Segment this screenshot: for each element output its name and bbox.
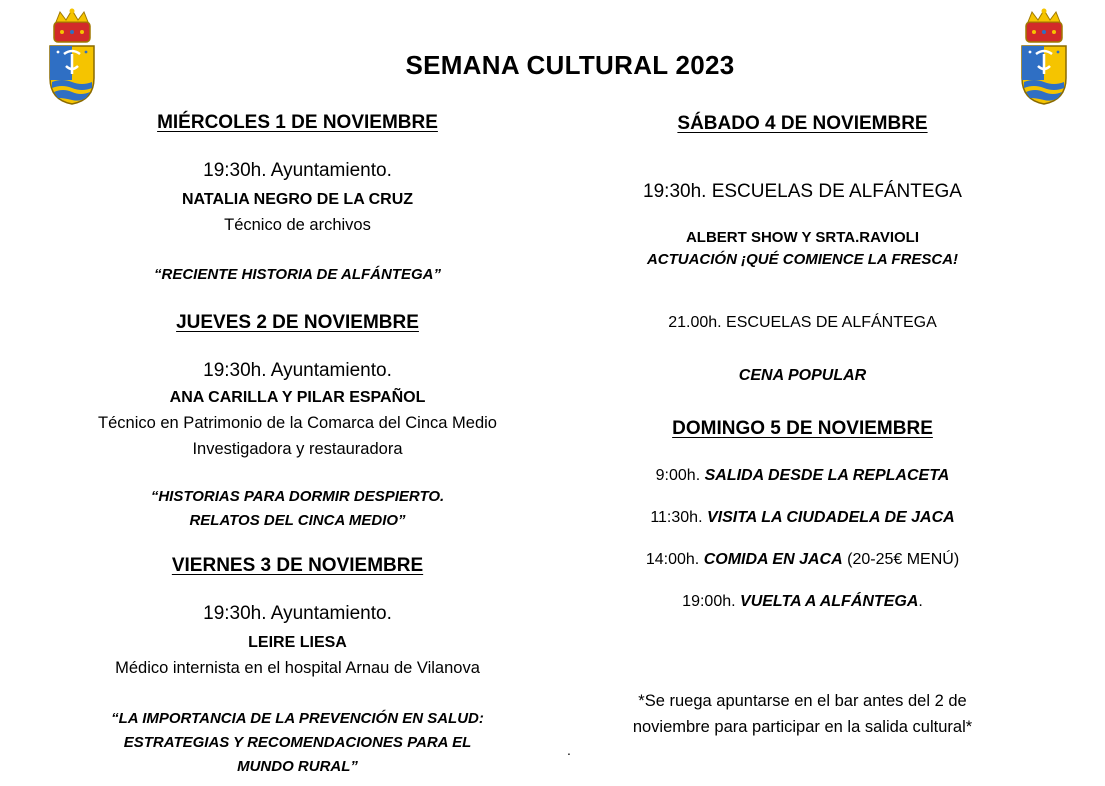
speaker-role: Médico internista en el hospital Arnau de Vilanova: [115, 659, 480, 677]
signup-note: noviembre para participar en la salida cultural*: [632, 718, 973, 736]
performer-name: ALBERT SHOW Y SRTA.RAVIOLI: [685, 229, 920, 246]
event-time: 19:30h. Ayuntamiento.: [203, 360, 392, 381]
speaker-role: Técnico de archivos: [224, 216, 371, 234]
speaker-name: NATALIA NEGRO DE LA CRUZ: [181, 191, 414, 208]
dinner-label: CENA POPULAR: [738, 367, 867, 384]
schedule-time: 11:30h.: [650, 509, 703, 526]
talk-title: MUNDO RURAL”: [237, 758, 358, 775]
page-title: SEMANA CULTURAL 2023: [405, 50, 735, 80]
schedule-item: [560, 508, 1045, 527]
speaker-role: Técnico en Patrimonio de la Comarca del Cinca Medio: [98, 414, 497, 432]
schedule-activity: SALIDA DESDE LA REPLACETA: [704, 467, 950, 484]
talk-title: RELATOS DEL CINCA MEDIO”: [189, 512, 406, 529]
day-heading-sunday: DOMINGO 5 DE NOVIEMBRE: [672, 418, 933, 439]
talk-title: “HISTORIAS PARA DORMIR DESPIERTO.: [150, 488, 445, 505]
schedule-extra: .: [918, 593, 923, 610]
day-heading-saturday: SÁBADO 4 DE NOVIEMBRE: [677, 113, 928, 134]
performance-title: ACTUACIÓN ¡QUÉ COMIENCE LA FRESCA!: [646, 251, 959, 268]
speaker-name: ANA CARILLA Y PILAR ESPAÑOL: [169, 389, 426, 406]
event-time: 19:30h. ESCUELAS DE ALFÁNTEGA: [643, 181, 962, 202]
talk-title: “LA IMPORTANCIA DE LA PREVENCIÓN EN SALUD:: [111, 710, 484, 727]
schedule-time: 19:00h.: [682, 593, 736, 610]
event-time: 21.00h. ESCUELAS DE ALFÁNTEGA: [668, 314, 937, 331]
speaker-role: Investigadora y restauradora: [192, 440, 403, 458]
schedule-activity: COMIDA EN JACA: [703, 551, 843, 568]
day-heading-friday: VIERNES 3 DE NOVIEMBRE: [171, 555, 424, 576]
speaker-name: LEIRE LIESA: [248, 634, 347, 651]
event-time: 19:30h. Ayuntamiento.: [203, 160, 392, 181]
talk-title: ESTRATEGIAS Y RECOMENDACIONES PARA EL: [123, 734, 472, 751]
schedule-time: 9:00h.: [655, 467, 701, 484]
signup-note: *Se ruega apuntarse en el bar antes del 2 de: [638, 692, 967, 710]
schedule-item: [560, 466, 1045, 485]
talk-title: “RECIENTE HISTORIA DE ALFÁNTEGA”: [154, 266, 441, 283]
schedule-time: 14:00h.: [645, 551, 700, 568]
stray-mark: .: [567, 742, 571, 758]
schedule-extra: (20-25€ MENÚ): [847, 551, 960, 568]
schedule-item: [560, 592, 1045, 611]
schedule-activity: VISITA LA CIUDADELA DE JACA: [706, 509, 955, 526]
event-time: 19:30h. Ayuntamiento.: [203, 603, 392, 624]
schedule-activity: VUELTA A ALFÁNTEGA: [740, 593, 919, 610]
day-heading-wednesday: MIÉRCOLES 1 DE NOVIEMBRE: [157, 112, 438, 133]
schedule-item: [560, 550, 1045, 569]
day-heading-thursday: JUEVES 2 DE NOVIEMBRE: [176, 312, 419, 333]
